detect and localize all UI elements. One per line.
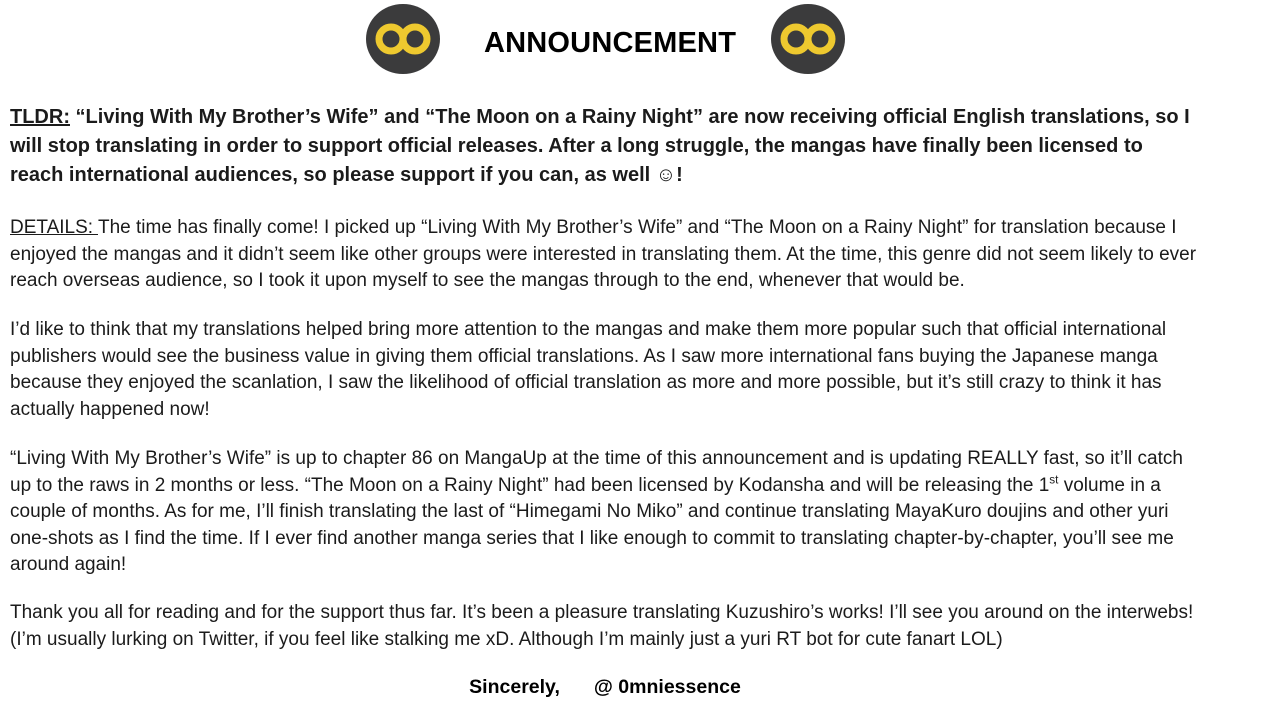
tldr-line-1-text: “Living With My Brother’s Wife” and “The Moon on a Rainy Night” are now receiving official English translations, so I xyxy=(69,106,1190,128)
tldr-line-3: reach international audiences, so please support if you can, as well ☺! xyxy=(10,164,683,186)
ordinal-superscript: st xyxy=(1049,473,1059,487)
infinity-logo-icon xyxy=(366,4,440,74)
paragraph-4-line-4: one-shots as I find the time. If I ever find another manga series that I like enough to commit to translating chapter-by-chapter, you’ll see me xyxy=(10,527,1174,549)
details-line-3: reach overseas audience, so I took it upon myself to see the mangas through to the end, whenever that would be. xyxy=(10,270,965,291)
paragraph-4-line-2-pre: up to the raws in 2 months or less. “The Moon on a Rainy Night” had been licensed by Kodansha and will be releasing the 1 xyxy=(10,474,1050,496)
tldr-line-1 xyxy=(10,103,1272,132)
page-title: ANNOUNCEMENT xyxy=(484,27,737,59)
details-line-1-text: The time has finally come! I picked up “Living With My Brother’s Wife” and “The Moon on a Rainy Night” for translation because I xyxy=(98,217,1177,238)
paragraph-4-line-1: “Living With My Brother’s Wife” is up to chapter 86 on MangaUp at the time of this announcement and is updating REALLY fast, so it’ll catch xyxy=(10,448,1183,469)
details-line-1 xyxy=(10,215,1272,242)
paragraph-5-line-2: (I’m usually lurking on Twitter, if you feel like stalking me xD. Although I’m mainly just a yuri RT bot for cute fanart LOL) xyxy=(10,628,1003,650)
details-paragraph xyxy=(10,215,1272,295)
infinity-logo-icon xyxy=(771,4,845,74)
signature-handle: @ 0mniessence xyxy=(593,676,741,698)
details-line-2: enjoyed the mangas and it didn’t seem like other groups were interested in translating them. At the time, this genre did not seem likely to ever xyxy=(10,243,1197,265)
paragraph-4-line-2 xyxy=(10,473,1272,500)
paragraph-3 xyxy=(10,317,1272,423)
infinity-icon xyxy=(374,21,432,57)
infinity-icon xyxy=(779,21,837,57)
details-label: DETAILS: xyxy=(10,217,98,238)
paragraph-4-line-3: couple of months. As for me, I’ll finish translating the last of “Himegami No Miko” and continue translating MayaKuro doujins and other yuri xyxy=(10,501,1169,522)
paragraph-4-line-5: around again! xyxy=(10,554,127,575)
paragraph-3-line-4: actually happened now! xyxy=(10,398,210,420)
tldr-line-2: will stop translating in order to support official releases. After a long struggle, the mangas have finally been licensed to xyxy=(10,135,1143,157)
tldr-label: TLDR: xyxy=(10,106,70,128)
paragraph-4-line-2-post: volume in a xyxy=(1058,474,1161,496)
paragraph-5-line-1: Thank you all for reading and for the support thus far. It’s been a pleasure translating Kuzushiro’s works! I’ll see you around on the interwebs! xyxy=(10,602,1194,623)
paragraph-3-line-1: I’d like to think that my translations helped bring more attention to the mangas and make them more popular such that official international xyxy=(10,319,1167,340)
paragraph-5 xyxy=(10,600,1272,653)
paragraph-3-line-3: because they enjoyed the scanlation, I saw the likelihood of official translation as more and more possible, but it’s still crazy to think it has xyxy=(10,372,1162,393)
paragraph-4 xyxy=(10,446,1272,579)
signature-closing: Sincerely, xyxy=(469,676,560,698)
tldr-paragraph xyxy=(10,103,1272,190)
signature xyxy=(0,676,1210,699)
paragraph-3-line-2: publishers would see the business value in giving them official translations. As I saw more international fans buying the Japanese manga xyxy=(10,345,1158,367)
